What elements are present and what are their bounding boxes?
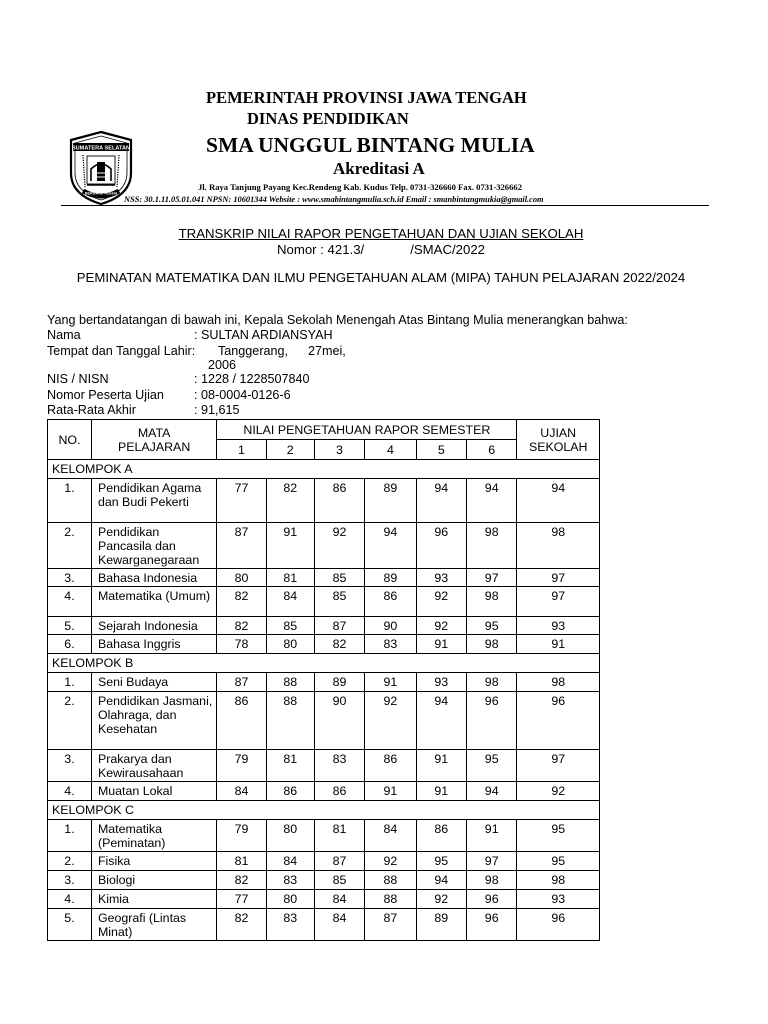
semester-score: 90	[365, 617, 416, 635]
semester-score: 84	[365, 820, 416, 852]
semester-score: 82	[217, 617, 266, 635]
semester-score: 92	[416, 890, 466, 909]
row-number: 4.	[48, 782, 92, 801]
subject-name: Fisika	[91, 852, 216, 871]
semester-score: 94	[365, 523, 416, 569]
school-exam-score: 92	[517, 782, 600, 801]
semester-score: 85	[314, 871, 364, 890]
group-row	[48, 460, 600, 479]
school-exam-score: 97	[517, 587, 600, 617]
semester-score: 88	[365, 890, 416, 909]
header-subject-line1: MATA	[137, 425, 171, 440]
semester-score: 91	[416, 750, 466, 782]
row-number: 2.	[48, 692, 92, 750]
semester-score: 89	[365, 479, 416, 523]
semester-score: 91	[466, 820, 516, 852]
header-report-scores: NILAI PENGETAHUAN RAPOR SEMESTER	[217, 420, 517, 440]
row-number: 1.	[48, 673, 92, 692]
semester-score: 95	[466, 750, 516, 782]
header-semester: 3	[314, 440, 364, 460]
header-semester: 4	[365, 440, 416, 460]
semester-score: 94	[416, 871, 466, 890]
semester-score: 86	[266, 782, 314, 801]
semester-score: 91	[416, 782, 466, 801]
semester-score: 91	[416, 635, 466, 654]
row-number: 2.	[48, 523, 92, 569]
group-row	[48, 801, 600, 820]
subject-name: Pendidikan Jasmani, Olahraga, dan Kesehatan	[91, 692, 216, 750]
subject-name: Geografi (Lintas Minat)	[91, 909, 216, 941]
semester-score: 85	[266, 617, 314, 635]
semester-score: 89	[365, 569, 416, 587]
school-exam-score: 98	[517, 673, 600, 692]
semester-score: 87	[314, 617, 364, 635]
document-number-suffix: /SMAC/2022	[410, 242, 485, 257]
subject-row	[48, 820, 600, 852]
header-school-exam	[517, 420, 600, 460]
subject-row	[48, 587, 600, 617]
header-subject	[91, 420, 216, 460]
semester-score: 80	[266, 820, 314, 852]
semester-score: 98	[466, 673, 516, 692]
school-exam-score: 97	[517, 750, 600, 782]
semester-score: 87	[314, 852, 364, 871]
row-number: 1.	[48, 820, 92, 852]
row-number: 4.	[48, 890, 92, 909]
name-label: Nama	[47, 328, 81, 342]
birth-date: 27mei,	[308, 344, 346, 358]
group-label: KELOMPOK A	[48, 460, 600, 479]
semester-score: 92	[314, 523, 364, 569]
subject-name: Muatan Lokal	[91, 782, 216, 801]
subject-row	[48, 890, 600, 909]
semester-score: 88	[266, 692, 314, 750]
semester-score: 78	[217, 635, 266, 654]
subject-row	[48, 479, 600, 523]
peminatan-line: PEMINATAN MATEMATIKA DAN ILMU PENGETAHUAN ALAM (MIPA) TAHUN PELAJARAN 2022/2024	[76, 270, 686, 285]
semester-score: 83	[365, 635, 416, 654]
header-exam-line2: SEKOLAH	[528, 439, 588, 454]
subject-row	[48, 750, 600, 782]
semester-score: 83	[266, 871, 314, 890]
semester-score: 96	[466, 909, 516, 941]
school-exam-score: 94	[517, 479, 600, 523]
document-number	[0, 242, 762, 257]
semester-score: 86	[314, 782, 364, 801]
header-province: PEMERINTAH PROVINSI JAWA TENGAH	[206, 88, 527, 107]
semester-score: 87	[217, 523, 266, 569]
school-name: SMA UNGGUL BINTANG MULIA	[206, 133, 535, 157]
nis-value: : 1228 / 1228507840	[194, 372, 310, 386]
semester-score: 86	[365, 750, 416, 782]
subject-row	[48, 617, 600, 635]
subject-name: Matematika (Peminatan)	[91, 820, 216, 852]
semester-score: 86	[314, 479, 364, 523]
header-subject-line2: PELAJARAN	[117, 439, 191, 454]
header-semester: 6	[466, 440, 516, 460]
subject-name: Biologi	[91, 871, 216, 890]
table-header-row	[48, 420, 600, 440]
subject-name: Kimia	[91, 890, 216, 909]
group-label: KELOMPOK C	[48, 801, 600, 820]
school-exam-score: 93	[517, 617, 600, 635]
subject-row	[48, 909, 600, 941]
birth-year: 2006	[208, 358, 237, 372]
semester-score: 82	[217, 909, 266, 941]
semester-score: 98	[466, 587, 516, 617]
document-title: TRANSKRIP NILAI RAPOR PENGETAHUAN DAN UJIAN SEKOLAH	[178, 226, 584, 241]
semester-score: 94	[416, 692, 466, 750]
school-exam-score: 95	[517, 820, 600, 852]
exam-number-label: Nomor Peserta Ujian	[47, 388, 164, 402]
row-number: 5.	[48, 909, 92, 941]
row-number: 1.	[48, 479, 92, 523]
semester-score: 96	[466, 692, 516, 750]
school-exam-score: 91	[517, 635, 600, 654]
subject-row	[48, 569, 600, 587]
semester-score: 82	[217, 871, 266, 890]
semester-score: 97	[466, 852, 516, 871]
semester-score: 80	[266, 890, 314, 909]
semester-score: 82	[217, 587, 266, 617]
header-semester: 1	[217, 440, 266, 460]
semester-score: 85	[314, 569, 364, 587]
school-address: Jl. Raya Tanjung Payang Kec.Rendeng Kab. Kudus Telp. 0731-326660 Fax. 0731-326662	[198, 182, 522, 192]
semester-score: 82	[266, 479, 314, 523]
nis-label: NIS / NISN	[47, 372, 109, 386]
exam-number-value: : 08-0004-0126-6	[194, 388, 291, 402]
semester-score: 85	[314, 587, 364, 617]
logo-top-text: SUMATERA SELATAN	[71, 145, 131, 152]
row-number: 3.	[48, 750, 92, 782]
semester-score: 92	[365, 852, 416, 871]
subject-name: Bahasa Indonesia	[91, 569, 216, 587]
semester-score: 90	[314, 692, 364, 750]
semester-score: 81	[266, 750, 314, 782]
semester-score: 91	[365, 782, 416, 801]
semester-score: 81	[314, 820, 364, 852]
semester-score: 84	[217, 782, 266, 801]
semester-score: 83	[266, 909, 314, 941]
accreditation: Akreditasi A	[333, 159, 425, 178]
average-label: Rata-Rata Akhir	[47, 403, 136, 417]
semester-score: 86	[365, 587, 416, 617]
subject-row	[48, 871, 600, 890]
semester-score: 86	[416, 820, 466, 852]
semester-score: 84	[266, 852, 314, 871]
semester-score: 77	[217, 479, 266, 523]
school-identifiers: NSS: 30.1.11.05.01.041 NPSN: 10601344 Website : www.smabintangmulia.sch.id Email : smanbintangmukia@gmail.com	[124, 195, 544, 204]
school-exam-score: 97	[517, 569, 600, 587]
row-number: 6.	[48, 635, 92, 654]
semester-score: 93	[416, 569, 466, 587]
row-number: 4.	[48, 587, 92, 617]
row-number: 5.	[48, 617, 92, 635]
semester-score: 87	[365, 909, 416, 941]
semester-score: 88	[266, 673, 314, 692]
intro-statement: Yang bertandatangan di bawah ini, Kepala Sekolah Menengah Atas Bintang Mulia menerangkan bahwa:	[47, 313, 628, 327]
header-department: DINAS PENDIDIKAN	[247, 109, 409, 128]
semester-score: 89	[416, 909, 466, 941]
semester-score: 94	[416, 479, 466, 523]
subject-row	[48, 523, 600, 569]
semester-score: 91	[266, 523, 314, 569]
grades-table	[47, 419, 600, 941]
semester-score: 81	[217, 852, 266, 871]
subject-row	[48, 635, 600, 654]
semester-score: 98	[466, 523, 516, 569]
subject-name: Prakarya dan Kewirausahaan	[91, 750, 216, 782]
semester-score: 86	[217, 692, 266, 750]
semester-score: 93	[416, 673, 466, 692]
semester-score: 84	[266, 587, 314, 617]
subject-name: Matematika (Umum)	[91, 587, 216, 617]
semester-score: 97	[466, 569, 516, 587]
header-exam-line1: UJIAN	[540, 425, 577, 440]
semester-score: 92	[365, 692, 416, 750]
subject-name: Pendidikan Pancasila dan Kewarganegaraan	[91, 523, 216, 569]
subject-name: Seni Budaya	[91, 673, 216, 692]
semester-score: 84	[314, 909, 364, 941]
subject-row	[48, 782, 600, 801]
semester-score: 95	[416, 852, 466, 871]
semester-score: 98	[466, 635, 516, 654]
semester-score: 96	[416, 523, 466, 569]
subject-row	[48, 852, 600, 871]
row-number: 3.	[48, 569, 92, 587]
semester-score: 95	[466, 617, 516, 635]
document-number-prefix: Nomor : 421.3/	[276, 242, 365, 257]
semester-score: 81	[266, 569, 314, 587]
subject-name: Pendidikan Agama dan Budi Pekerti	[91, 479, 216, 523]
semester-score: 88	[365, 871, 416, 890]
semester-score: 94	[466, 782, 516, 801]
school-exam-score: 95	[517, 852, 600, 871]
semester-score: 91	[365, 673, 416, 692]
school-exam-score: 93	[517, 890, 600, 909]
group-row	[48, 654, 600, 673]
header-semester: 2	[266, 440, 314, 460]
logo-bottom-text: BERSATU TEGUH	[84, 191, 118, 196]
row-number: 2.	[48, 852, 92, 871]
semester-score: 79	[217, 820, 266, 852]
school-exam-score: 98	[517, 871, 600, 890]
header-semester: 5	[416, 440, 466, 460]
row-number: 3.	[48, 871, 92, 890]
birth-label: Tempat dan Tanggal Lahir:	[47, 344, 196, 358]
school-exam-score: 98	[517, 523, 600, 569]
semester-score: 89	[314, 673, 364, 692]
birth-place: Tanggerang,	[218, 344, 289, 358]
semester-score: 94	[466, 479, 516, 523]
semester-score: 87	[217, 673, 266, 692]
semester-score: 80	[266, 635, 314, 654]
semester-score: 96	[466, 890, 516, 909]
semester-score: 77	[217, 890, 266, 909]
subject-name: Sejarah Indonesia	[91, 617, 216, 635]
semester-score: 83	[314, 750, 364, 782]
school-exam-score: 96	[517, 692, 600, 750]
subject-name: Bahasa Inggris	[91, 635, 216, 654]
group-label: KELOMPOK B	[48, 654, 600, 673]
subject-row	[48, 692, 600, 750]
semester-score: 98	[466, 871, 516, 890]
average-value: : 91,615	[194, 403, 240, 417]
semester-score: 92	[416, 617, 466, 635]
semester-score: 80	[217, 569, 266, 587]
school-exam-score: 96	[517, 909, 600, 941]
semester-score: 79	[217, 750, 266, 782]
name-value: : SULTAN ARDIANSYAH	[194, 328, 333, 342]
semester-score: 92	[416, 587, 466, 617]
semester-score: 82	[314, 635, 364, 654]
header-no: NO.	[48, 420, 92, 460]
semester-score: 84	[314, 890, 364, 909]
letterhead-divider	[61, 205, 709, 206]
subject-row	[48, 673, 600, 692]
